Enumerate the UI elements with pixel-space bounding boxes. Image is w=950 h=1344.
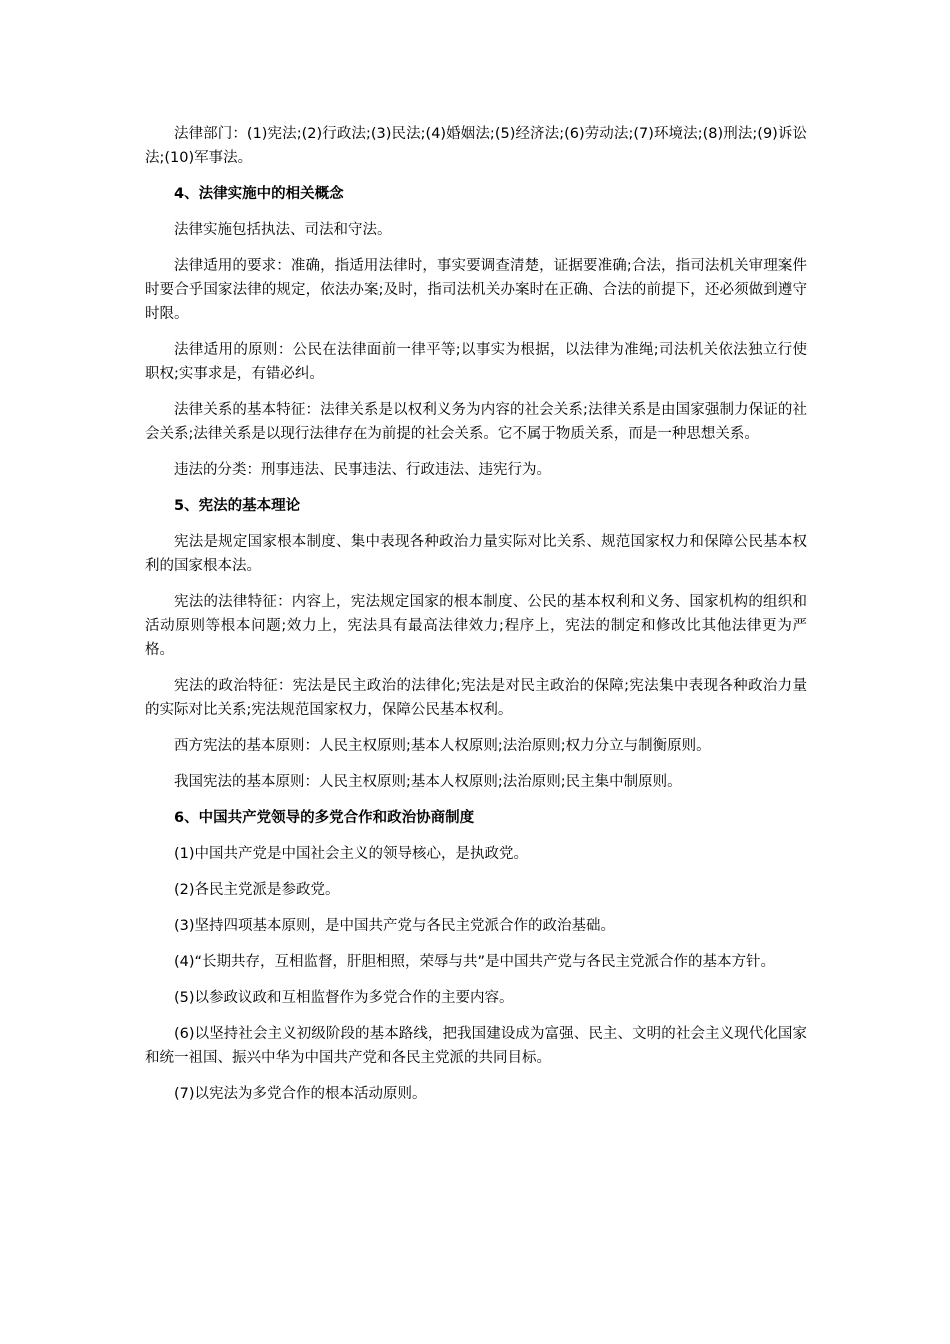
paragraph-constitution-legal-features: 宪法的法律特征：内容上，宪法规定国家的根本制度、公民的基本权利和义务、国家机构的组织和活动原则等根本问题;效力上，宪法具有最高法律效力;程序上，宪法的制定和修改比其他法律更为严格。 xyxy=(145,594,807,658)
paragraph-law-implementation: 法律实施包括执法、司法和守法。 xyxy=(174,222,392,238)
paragraph-application-principles: 法律适用的原则：公民在法律面前一律平等;以事实为根据，以法律为准绳;司法机关依法独立行使职权;实事求是，有错必纠。 xyxy=(145,342,807,382)
section-heading-4: 4、法律实施中的相关概念 xyxy=(174,186,344,202)
list-item-1: (1)中国共产党是中国社会主义的领导核心，是执政党。 xyxy=(174,846,529,862)
paragraph-legal-relation-features: 法律关系的基本特征：法律关系是以权利义务为内容的社会关系;法律关系是由国家强制力保证的社会关系;法律关系是以现行法律存在为前提的社会关系。它不属于物质关系，而是一种思想关系。 xyxy=(145,402,807,442)
paragraph-constitution-political-features: 宪法的政治特征：宪法是民主政治的法律化;宪法是对民主政治的保障;宪法集中表现各种政治力量的实际对比关系;宪法规范国家权力，保障公民基本权利。 xyxy=(145,678,807,718)
paragraph-constitution-definition: 宪法是规定国家根本制度、集中表现各种政治力量实际对比关系、规范国家权力和保障公民基本权利的国家根本法。 xyxy=(145,534,807,574)
section-heading-5: 5、宪法的基本理论 xyxy=(174,498,301,514)
paragraph-chinese-principles: 我国宪法的基本原则：人民主权原则;基本人权原则;法治原则;民主集中制原则。 xyxy=(174,774,682,790)
paragraph-application-requirements: 法律适用的要求：准确，指适用法律时，事实要调查清楚，证据要准确;合法，指司法机关审理案件时要合乎国家法律的规定，依法办案;及时，指司法机关办案时在正确、合法的前提下，还必须做到遵守时限。 xyxy=(145,258,807,322)
list-item-5: (5)以参政议政和互相监督作为多党合作的主要内容。 xyxy=(174,990,514,1006)
paragraph-violation-types: 违法的分类：刑事违法、民事违法、行政违法、违宪行为。 xyxy=(174,462,551,478)
list-item-2: (2)各民主党派是参政党。 xyxy=(174,882,340,898)
list-item-6: (6)以坚持社会主义初级阶段的基本路线，把我国建设成为富强、民主、文明的社会主义现代化国家和统一祖国、振兴中华为中国共产党和各民主党派的共同目标。 xyxy=(145,1026,807,1066)
paragraph-legal-branches: 法律部门：(1)宪法;(2)行政法;(3)民法;(4)婚姻法;(5)经济法;(6)劳动法;(7)环境法;(8)刑法;(9)诉讼法;(10)军事法。 xyxy=(145,126,807,166)
list-item-7: (7)以宪法为多党合作的根本活动原则。 xyxy=(174,1086,427,1102)
list-item-3: (3)坚持四项基本原则，是中国共产党与各民主党派合作的政治基础。 xyxy=(174,918,616,934)
section-heading-6: 6、中国共产党领导的多党合作和政治协商制度 xyxy=(174,810,475,826)
paragraph-western-principles: 西方宪法的基本原则：人民主权原则;基本人权原则;法治原则;权力分立与制衡原则。 xyxy=(174,738,711,754)
document-page xyxy=(145,122,807,1118)
list-item-4: (4)“长期共存，互相监督，肝胆相照，荣辱与共”是中国共产党与各民主党派合作的基本方针。 xyxy=(174,954,776,970)
